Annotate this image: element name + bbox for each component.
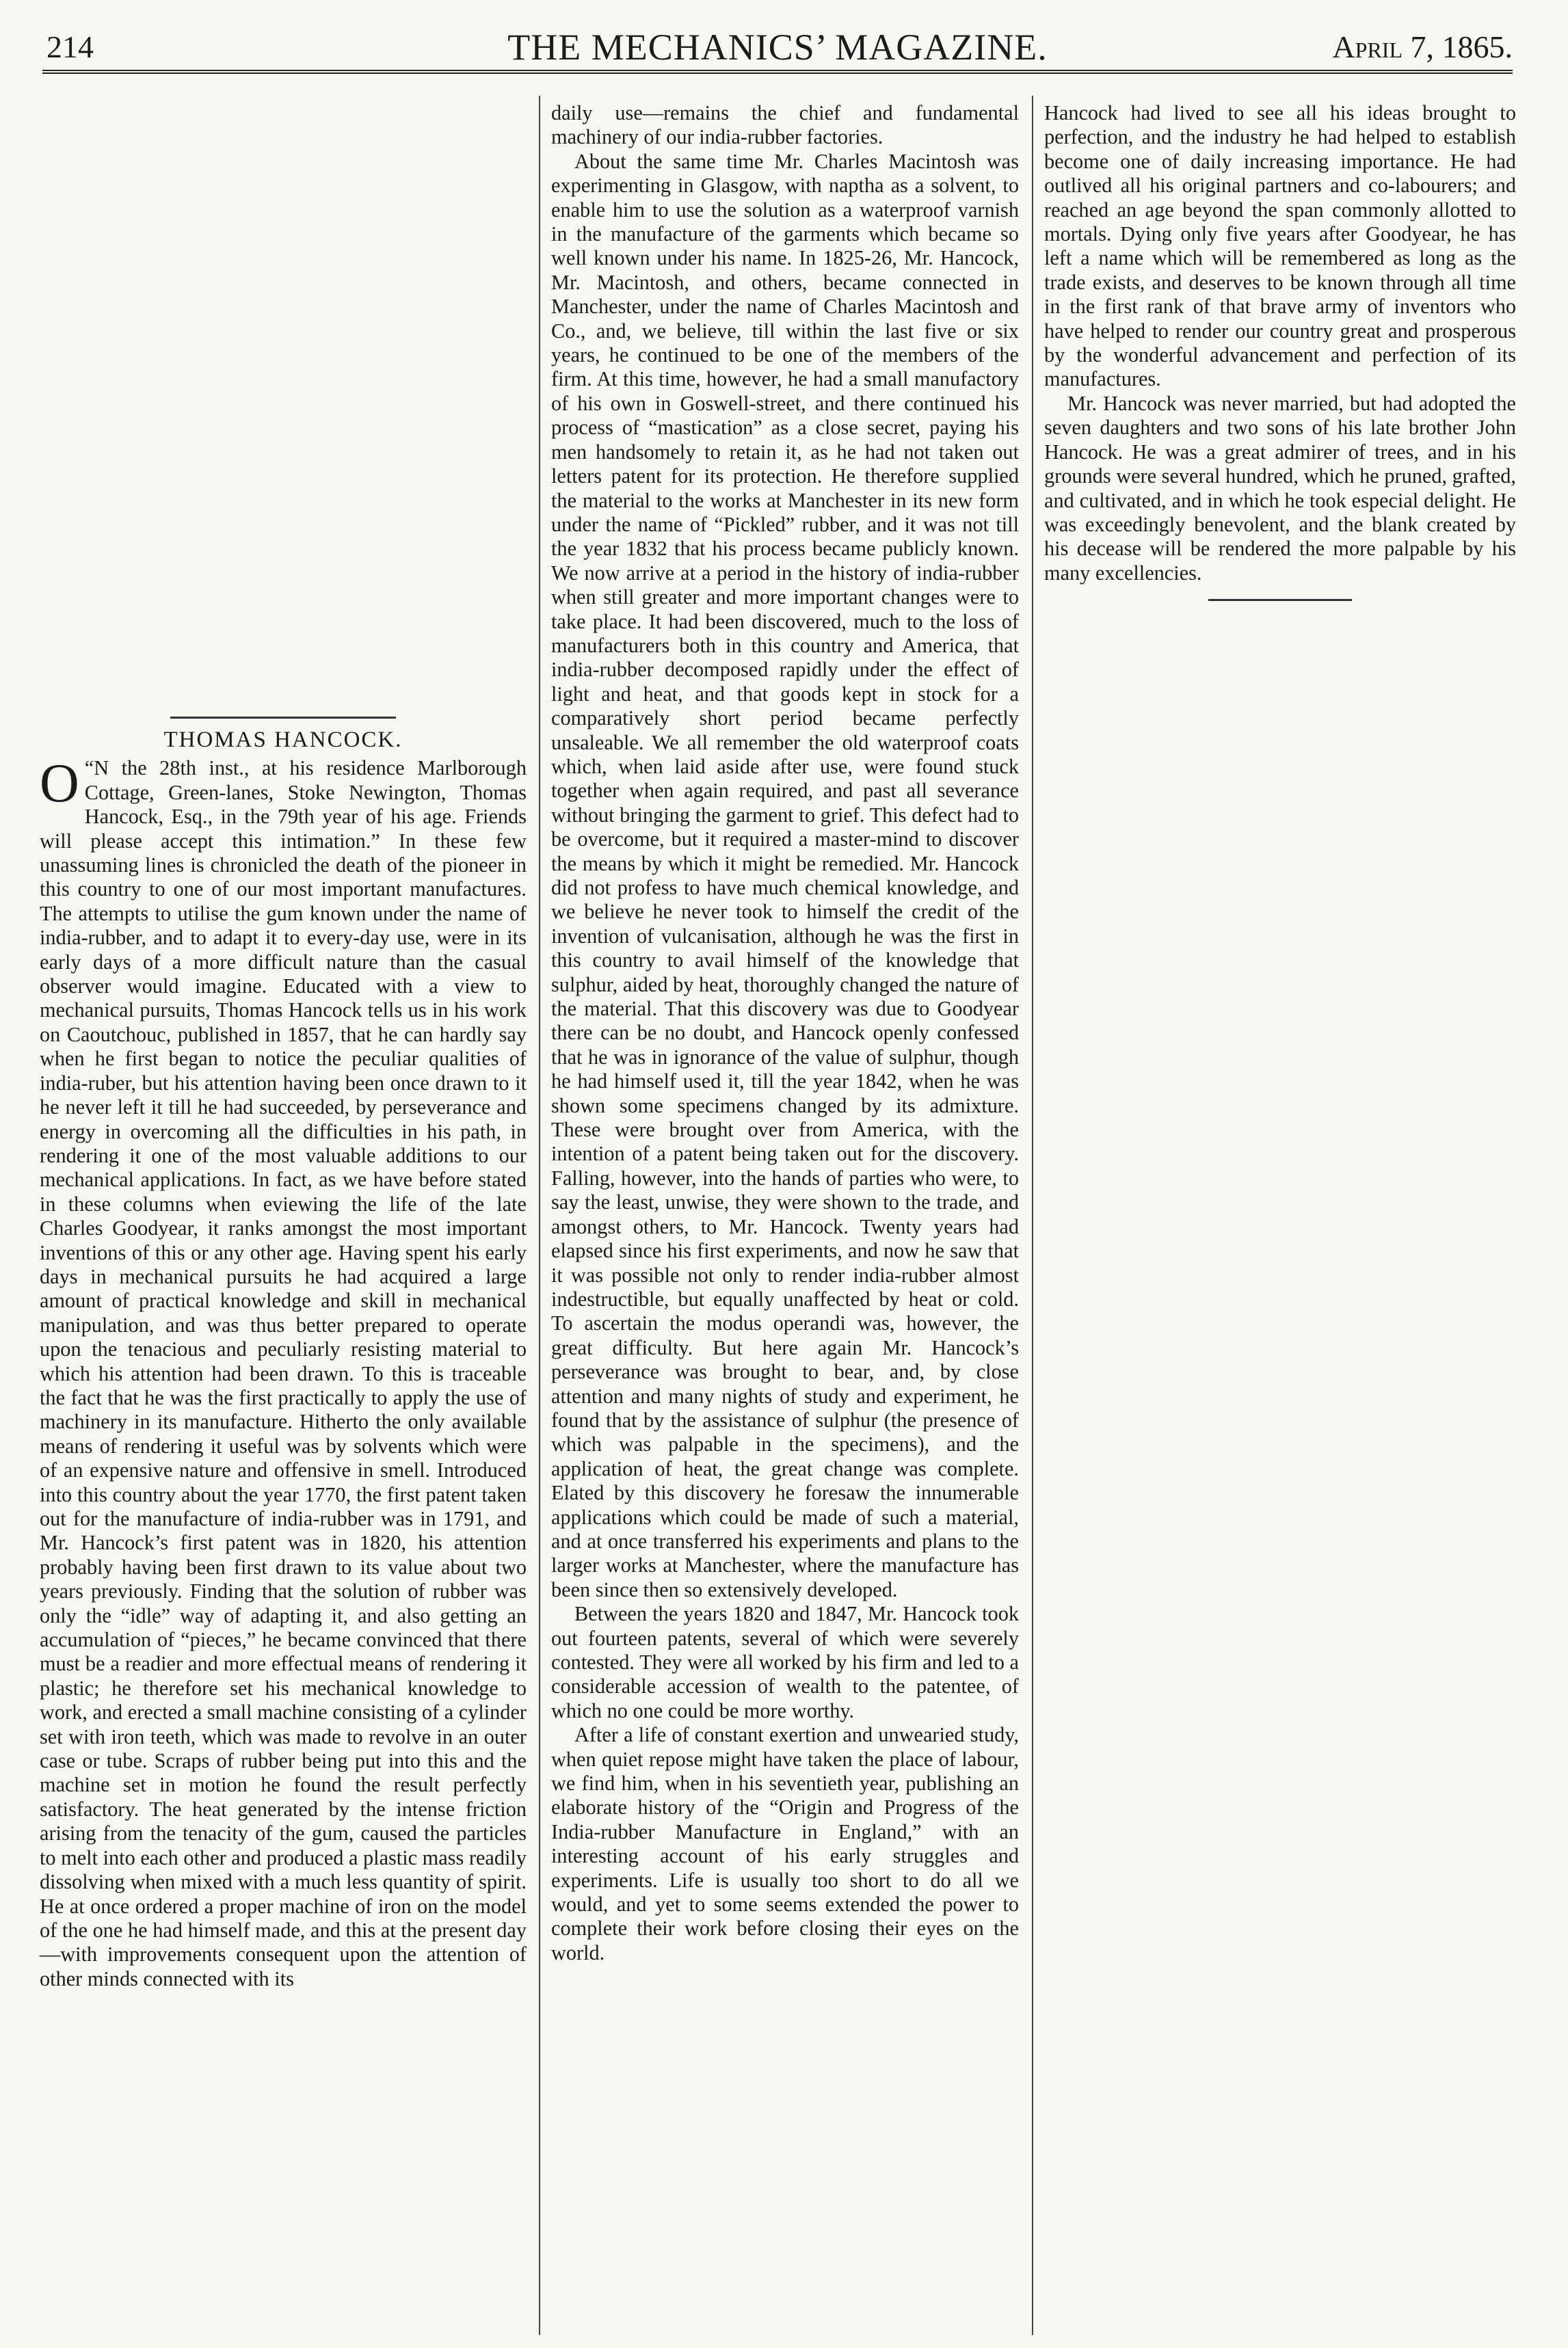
column-rule	[539, 96, 540, 2335]
lead-paragraph-continued	[551, 101, 1019, 150]
lead-text-part-1: N the 28th inst., at his residence Marlborough Cottage, Green-lanes, Stoke Newington, Thomas Hancock, Esq., in the 79th year of his age. Friends will please accept this intimation.” In these few unassuming lines is chronicled the death of the pioneer in this country to one of our most important manufactures. The attempts to utilise the gum known under the name of india-rubber, and to adapt it to every-day use, were in its early days of a more difficult nature than the casual observer would imagine. Educated with a view to mechanical pursuits, Thomas Hancock tells us in his work on Caoutchouc, published in 1857, that he can hardly say when he first began to notice the peculiar qualities of india-ruber, but his attention having been once drawn to it he never left it till he had succeeded, by perseverance and energy in overcoming all the difficulties in his path, in rendering it one of the most valuable additions to our mechanical applications. In fact, as we have before stated in these columns when eviewing the life of the late Charles Goodyear, it ranks amongst the most important inventions of this or any other age. Having spent his early days in mechanical pursuits he had acquired a large amount of practical knowledge and skill in mechanical manipulation, and was thus better prepared to operate upon the tenacious and peculiarly resisting material to which his attention had been drawn. To this is traceable the fact that he was the first practically to apply the use of machinery in its manufacture. Hitherto the only available means of rendering it useful was by solvents which were of an expensive nature and offensive in smell. Introduced into this country about the year 1770, the first patent taken out for the manufacture of india-rubber was in 1791, and Mr. Hancock’s first patent was in 1820, his attention probably having been first drawn to its value about two years previously. Finding that the solution of rubber was only the “idle” way of adapting it, and also getting an accumulation of “pieces,” he became convinced that there must be a readier and more effectual means of rendering it plastic; he therefore set his mechanical knowledge to work, and erected a small machine consisting of a cylinder set with iron teeth, which was made to revolve in an outer case or tube. Scraps of rubber being put into this and the machine set in motion he found the result perfectly satisfactory. The heat generated by the intense friction arising from the tenacity of the gum, caused the particles to melt into each other and produced a plastic mass readily dissolving when mixed with a much less quantity of spirit. He at once ordered a proper machine of iron on the model of the one he had himself made, and this at the present day —with improvements consequent upon the attention of other minds connected with its	[40, 756, 527, 1990]
lead-paragraph	[40, 753, 527, 1991]
para2-text-part-1: About the same time Mr. Charles Macintosh was experimenting in Glasgow, with naptha as a solvent, to enable him to use the solution as a waterproof varnish in the manufacture of the garments which became so well known under his name. In 1825-26, Mr. Hancock, Mr. Macintosh, and others, became connected in Manchester, under the name of Charles Macintosh and Co., and, we believe, till within the last five or six years, he continued to be one of the members of the firm. At this time, however, he had a small manufactory of his own in Goswell-street, and there continued his process of “mastication” as a close secret, paying his men handsomely to retain it, as he had not taken out letters patent for its protection. He therefore supplied the material to the works at Manchester in its new form under the name of “Pickled” rubber, and it was not till the year 1832 that his process became publicly known. We now arrive at a period in the history of india-rubber when still greater and more important changes were to take place. It had been discovered, much to the loss of manufacturers both in this country and America, that india-rubber decomposed rapidly under the effect of light and heat, and that goods kept in stock for a comparatively short period became perfectly unsaleable. We all remember the old waterproof coats which, when laid aside after use, were found stuck together when again required, and past all severance without bringing the garment to grief. This defect had to be overcome, but it required a master-mind to discover the means by which it might be remedied. Mr. Hancock did not profess to have much chemical knowledge, and we believe he never took to himself the credit of the invention of vulcanisation, although he was the first in this country to avail himself of the knowledge that sulphur, aided by heat, thoroughly changed the nature of the material. That this discovery was due to Goodyear there can be no doubt, and Hancock openly confessed that he was in ignorance of the value of sulphur, though he had himself used it, till the year 1842, when he was shown some specimens changed by its admixture. These were brought over from America, with the intention of a patent being taken out for the discovery. Falling, however, into the hands of parties who were, to say the least, unwise, they were shown to the trade, and amongst others, to Mr. Hancock. Twenty years had elapsed since his first experiments, and now he saw that it was possible not only to render india-rubber almost indestructible, but equally unaffected by heat or cold. To ascertain the modus operandi was, however, the great difficulty. But here again Mr. Hancock’s perseverance was brought to bear, and, by close attention and many nights of study and experiment, he found that by the assistance of sulphur (the presence of which was palpable in the specimens), and the application of heat, the great change was complete. Elated by this discovery he foresaw the innumerable applications which could be made of such a material, and at once transferred his experiments and plans to the larger works at Manchester, where the manufacture has been since then so extensively developed.	[551, 149, 1019, 1601]
article-column-3	[1044, 101, 1516, 601]
issue-date: April 7, 1865.	[1332, 29, 1513, 64]
paragraph-4-continued	[1044, 101, 1516, 392]
end-ornament-rule	[1208, 599, 1352, 601]
title-ornament-rule	[170, 717, 396, 719]
article-column-1	[40, 717, 527, 1991]
header-rule	[42, 70, 1513, 74]
running-header	[42, 19, 1513, 67]
journal-title: THE MECHANICS’ MAGAZINE.	[507, 27, 1048, 68]
article-column-2	[551, 101, 1019, 1965]
paragraph-2	[551, 150, 1019, 1602]
page-number: 214	[46, 29, 94, 64]
lead-text-part-2: daily use—remains the chief and fundamental machinery of our india-rubber factories.	[551, 101, 1019, 149]
paragraph-4	[551, 1723, 1019, 1965]
para4-text-part-2: Hancock had lived to see all his ideas brought to perfection, and the industry he had helped to establish become one of daily increasing importance. He had outlived all his original partners and co-labourers; and reached an age beyond the span commonly allotted to mortals. Dying only five years after Goodyear, he has left a name which will be remembered as long as the trade exists, and deserves to be known through all time in the first rank of that brave army of inventors who have helped to render our country great and prosperous by the wonderful advancement and perfection of its manufactures.	[1044, 101, 1516, 391]
column-rule	[1032, 96, 1033, 2335]
paragraph-3: Between the years 1820 and 1847, Mr. Hancock took out fourteen patents, several of which were severely contested. They were all worked by his firm and led to a considerable accession of wealth to the patentee, of which no one could be more worthy.	[551, 1602, 1019, 1722]
article-title: THOMAS HANCOCK.	[163, 728, 403, 752]
drop-cap: O	[40, 753, 79, 814]
open-quote: “	[84, 756, 94, 780]
paragraph-5: Mr. Hancock was never married, but had adopted the seven daughters and two sons of his late brother John Hancock. He was a great admirer of trees, and in his grounds were several hundred, which he pruned, grafted, and cultivated, and in which he took especial delight. He was exceedingly benevolent, and the blank created by his decease will be rendered the more palpable by his many excellencies.	[1044, 391, 1516, 585]
para4-text-part-1: After a life of constant exertion and unwearied study, when quiet repose might have taken the place of labour, we find him, when in his seventieth year, publishing an elaborate history of the “Origin and Progress of the India-rubber Manufacture in England,” with an interesting account of his early struggles and experiments. Life is usually too short to do all we would, and yet to some seems extended the power to complete their work before closing their eyes on the world.	[551, 1723, 1019, 1964]
